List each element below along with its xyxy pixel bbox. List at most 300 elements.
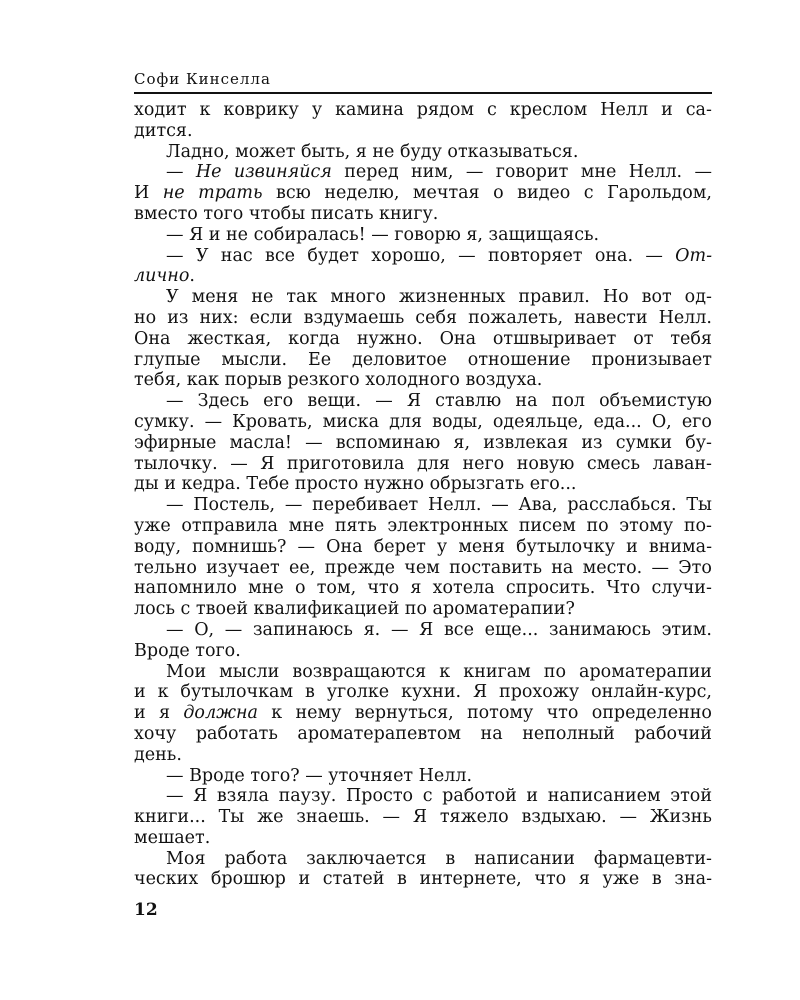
word xyxy=(158,682,169,703)
text-fragment: ароматерапии xyxy=(579,661,712,682)
word xyxy=(586,516,608,537)
text-fragment: хотела xyxy=(432,578,495,599)
word xyxy=(288,329,340,350)
word xyxy=(574,308,647,329)
text-fragment: Я xyxy=(419,619,434,640)
word xyxy=(481,724,503,745)
word xyxy=(634,724,712,745)
word xyxy=(493,329,616,350)
word xyxy=(440,329,476,350)
text-fragment: из xyxy=(581,432,603,453)
word xyxy=(684,516,712,537)
word xyxy=(685,433,712,454)
word xyxy=(330,287,386,308)
text-line xyxy=(134,869,712,890)
text-fragment: все xyxy=(443,619,474,640)
text-fragment: к xyxy=(439,661,451,682)
word xyxy=(198,183,262,204)
word xyxy=(323,869,385,890)
word xyxy=(510,100,588,121)
text-fragment: мне xyxy=(288,515,325,536)
text-fragment: его xyxy=(681,411,712,432)
text-fragment: запинаюсь xyxy=(252,619,353,640)
word xyxy=(662,620,712,641)
word xyxy=(193,786,207,807)
word xyxy=(367,578,399,599)
text-fragment: Я xyxy=(260,453,275,474)
text-fragment: сумки xyxy=(615,432,673,453)
text-fragment: меня xyxy=(191,287,239,308)
word xyxy=(221,350,287,371)
text-fragment: тебя xyxy=(670,328,712,349)
word xyxy=(134,100,187,121)
word xyxy=(620,807,638,828)
text-line xyxy=(134,662,712,683)
text-fragment: — xyxy=(651,557,669,578)
text-fragment: о xyxy=(493,183,504,204)
text-fragment: вещи. xyxy=(307,391,362,412)
word xyxy=(232,412,312,433)
text-fragment: — xyxy=(166,245,184,266)
word xyxy=(567,495,676,516)
word xyxy=(223,100,298,121)
word xyxy=(659,308,712,329)
text-line xyxy=(134,766,712,787)
word xyxy=(435,391,501,412)
word xyxy=(518,287,590,308)
text-fragment: с xyxy=(486,100,497,120)
text-line xyxy=(134,391,712,412)
word xyxy=(234,162,332,183)
word xyxy=(134,578,237,599)
word xyxy=(205,412,223,433)
text-fragment: Ладно, может быть, я не буду отказываться. xyxy=(166,141,579,162)
text-fragment: ставлю xyxy=(435,391,502,412)
word xyxy=(670,329,712,350)
text-fragment: Я xyxy=(193,786,208,807)
text-fragment: мысли xyxy=(219,661,280,682)
word xyxy=(134,183,149,204)
text-line xyxy=(134,100,712,121)
text-fragment: же xyxy=(257,807,284,828)
word xyxy=(401,682,461,703)
text-fragment: Постель, xyxy=(193,495,276,516)
text-line xyxy=(134,682,712,703)
text-fragment: в xyxy=(445,848,456,869)
text-fragment: я. xyxy=(363,619,381,640)
word xyxy=(196,246,209,267)
word xyxy=(230,454,248,475)
italic-fragment: От- xyxy=(675,245,712,266)
word xyxy=(248,578,284,599)
text-fragment: о xyxy=(294,578,306,599)
text-fragment: Она xyxy=(326,536,363,557)
text-fragment: тельно xyxy=(134,557,197,578)
word xyxy=(166,246,184,267)
word xyxy=(552,391,585,412)
text-fragment: написанием xyxy=(547,786,661,807)
text-line xyxy=(134,620,712,641)
text-fragment: по xyxy=(586,515,609,536)
word xyxy=(468,350,571,371)
text-fragment: — xyxy=(284,495,303,516)
text-line xyxy=(134,162,712,183)
text-fragment: хочу xyxy=(134,723,177,744)
text-fragment: прохожу xyxy=(499,682,580,703)
text-fragment: интернете, xyxy=(419,869,522,890)
word xyxy=(487,100,497,121)
text-fragment: так xyxy=(286,287,318,308)
text-fragment: отношение xyxy=(467,349,571,370)
word xyxy=(579,662,712,683)
text-fragment: пол xyxy=(551,391,585,412)
word xyxy=(187,329,271,350)
text-fragment: бутылочкам xyxy=(180,682,294,703)
word xyxy=(474,849,575,870)
word xyxy=(298,537,316,558)
word xyxy=(411,162,454,183)
word xyxy=(686,100,712,121)
word xyxy=(196,162,222,183)
text-fragment: ды и кедра. Тебе просто нужно обрызгать его... xyxy=(134,474,577,495)
word xyxy=(183,703,258,724)
word xyxy=(581,162,617,183)
text-fragment: и xyxy=(134,703,146,724)
word xyxy=(462,454,504,475)
text-fragment: жизненных xyxy=(398,287,506,308)
word xyxy=(317,578,356,599)
text-fragment: Она xyxy=(439,328,477,349)
word xyxy=(295,578,306,599)
word xyxy=(335,100,404,121)
text-fragment: коврику xyxy=(223,100,299,120)
word xyxy=(551,558,573,579)
text-fragment: для xyxy=(389,411,423,432)
word xyxy=(506,578,595,599)
word xyxy=(335,516,377,537)
word xyxy=(346,786,413,807)
text-fragment: я xyxy=(158,703,171,724)
word xyxy=(517,454,575,475)
text-fragment: навести xyxy=(574,307,648,328)
text-fragment: еда... xyxy=(593,411,642,432)
word xyxy=(516,537,615,558)
text-line xyxy=(134,246,712,267)
word xyxy=(674,869,712,890)
text-fragment: отшвыривает xyxy=(492,328,617,349)
word xyxy=(466,162,484,183)
text-fragment: рядом xyxy=(416,100,474,120)
word xyxy=(134,516,171,537)
word xyxy=(257,807,283,828)
text-fragment: вздумаешь xyxy=(303,307,405,328)
text-fragment: меня xyxy=(458,536,505,557)
text-fragment: электронных xyxy=(387,515,509,536)
text-fragment: том, xyxy=(316,578,357,599)
text-fragment: Я xyxy=(412,807,428,828)
word xyxy=(633,329,653,350)
word xyxy=(670,786,712,807)
word xyxy=(629,162,682,183)
text-fragment: мечтая xyxy=(412,183,480,204)
word xyxy=(327,682,389,703)
text-fragment: и xyxy=(661,100,673,120)
word xyxy=(260,454,274,475)
word xyxy=(583,558,643,579)
word xyxy=(433,578,495,599)
word xyxy=(445,849,455,870)
text-fragment: ческих xyxy=(134,869,199,890)
text-fragment: этой xyxy=(670,786,712,807)
word xyxy=(194,620,214,641)
word xyxy=(374,537,426,558)
word xyxy=(645,246,663,267)
word xyxy=(579,869,590,890)
text-fragment: онлайн-курс, xyxy=(591,682,712,703)
word xyxy=(591,350,712,371)
text-fragment: ним, xyxy=(410,162,454,183)
text-fragment: на xyxy=(515,391,538,412)
text-fragment: не xyxy=(251,287,274,308)
text-fragment: с xyxy=(422,786,433,807)
text-fragment: лаван- xyxy=(652,453,712,474)
word xyxy=(134,329,170,350)
text-fragment: Ее xyxy=(308,349,332,370)
text-fragment: тебя, как порыв резкого холодного воздуха. xyxy=(134,370,543,391)
word xyxy=(305,433,323,454)
text-fragment: Просто xyxy=(346,786,414,807)
word xyxy=(306,849,426,870)
text-fragment: что xyxy=(534,869,567,890)
word xyxy=(619,516,673,537)
text-fragment: когда xyxy=(288,328,340,349)
text-fragment: Нелл xyxy=(600,100,649,120)
word xyxy=(324,183,399,204)
text-line xyxy=(134,433,712,454)
word xyxy=(325,558,395,579)
text-fragment: — xyxy=(390,619,409,640)
text-fragment: у xyxy=(311,100,323,120)
text-fragment: место. xyxy=(582,557,643,578)
text-fragment: са- xyxy=(685,100,712,120)
word xyxy=(626,537,638,558)
word xyxy=(581,433,602,454)
word xyxy=(206,558,280,579)
word xyxy=(344,162,398,183)
text-fragment: Ты xyxy=(218,807,245,828)
word xyxy=(292,662,426,683)
word xyxy=(449,558,542,579)
word xyxy=(407,391,421,412)
text-fragment: бу- xyxy=(685,432,712,453)
text-fragment: правил. xyxy=(518,287,590,308)
text-fragment: Ты xyxy=(686,495,712,516)
text-line xyxy=(134,495,712,516)
text-fragment: дится. xyxy=(134,120,193,141)
word xyxy=(694,162,712,183)
text-fragment: Мои xyxy=(166,661,207,682)
word xyxy=(463,662,530,683)
word xyxy=(166,662,206,683)
text-fragment: новую xyxy=(516,453,575,474)
text-fragment: но xyxy=(134,307,157,328)
text-fragment: себя xyxy=(415,307,458,328)
word xyxy=(263,391,293,412)
text-fragment: Гарольдом, xyxy=(607,183,712,204)
text-fragment: — xyxy=(166,786,184,807)
text-fragment: от xyxy=(633,328,654,349)
text-fragment: в xyxy=(397,869,407,890)
word xyxy=(678,558,712,579)
word xyxy=(285,495,303,516)
word xyxy=(439,662,450,683)
word xyxy=(375,391,393,412)
text-line xyxy=(134,350,712,371)
word xyxy=(442,786,517,807)
word xyxy=(200,100,211,121)
word xyxy=(134,454,218,475)
text-fragment: видео xyxy=(517,183,571,204)
word xyxy=(616,433,672,454)
word xyxy=(518,495,557,516)
text-line xyxy=(134,599,712,620)
word xyxy=(444,620,474,641)
text-fragment: отправила xyxy=(181,515,278,536)
text-fragment: уголке xyxy=(326,682,390,703)
text-fragment: этому xyxy=(619,515,674,536)
text-fragment: статей xyxy=(322,869,385,890)
word xyxy=(473,682,487,703)
text-fragment: изучает xyxy=(206,557,280,578)
text-line xyxy=(134,516,712,537)
word xyxy=(134,558,197,579)
word xyxy=(225,620,243,641)
text-line xyxy=(134,745,712,766)
text-fragment: Здесь xyxy=(197,391,250,412)
text-fragment: в xyxy=(304,682,315,703)
word xyxy=(607,183,712,204)
word xyxy=(181,516,278,537)
text-fragment: книгам xyxy=(463,661,531,682)
word xyxy=(592,703,712,724)
text-fragment: и xyxy=(134,682,146,703)
word xyxy=(163,183,185,204)
word xyxy=(547,703,579,724)
text-fragment: — xyxy=(375,391,393,412)
word xyxy=(134,682,146,703)
word xyxy=(413,183,480,204)
word xyxy=(458,246,476,267)
text-line xyxy=(134,412,712,433)
word xyxy=(593,412,641,433)
text-fragment: и xyxy=(526,786,539,807)
word xyxy=(458,537,505,558)
text-fragment: все xyxy=(265,245,296,266)
word xyxy=(652,412,672,433)
text-fragment: к xyxy=(199,100,211,120)
word xyxy=(488,246,583,267)
text-fragment: вот xyxy=(641,287,672,308)
word xyxy=(417,100,474,121)
word xyxy=(166,786,184,807)
text-fragment: паузу. xyxy=(278,786,337,807)
text-fragment: говорит xyxy=(495,162,569,183)
word xyxy=(305,682,315,703)
text-fragment: его xyxy=(263,391,294,412)
text-fragment: зна- xyxy=(674,869,712,890)
text-fragment: неделю, xyxy=(324,183,400,204)
text-fragment: нас xyxy=(220,245,253,266)
word xyxy=(686,495,712,516)
text-fragment: кухни. xyxy=(401,682,462,703)
text-fragment: эфирные xyxy=(134,432,217,453)
text-line xyxy=(134,287,712,308)
text-fragment: рабочий xyxy=(634,723,712,744)
text-line xyxy=(134,183,712,204)
word xyxy=(468,308,563,329)
text-fragment: У xyxy=(166,287,179,308)
word xyxy=(419,620,433,641)
word xyxy=(397,869,407,890)
word xyxy=(265,246,295,267)
text-fragment: к xyxy=(271,703,283,724)
word xyxy=(591,682,712,703)
text-fragment: извлекая xyxy=(483,432,569,453)
word xyxy=(599,391,712,412)
text-fragment: него xyxy=(462,453,505,474)
text-fragment: вместо того чтобы писать книгу. xyxy=(134,203,439,224)
word xyxy=(603,287,629,308)
text-fragment: мне xyxy=(580,162,617,183)
word xyxy=(391,620,409,641)
word xyxy=(651,558,669,579)
word xyxy=(193,495,275,516)
text-fragment: вздыхаю. xyxy=(521,807,607,828)
text-fragment: — xyxy=(305,432,323,453)
word xyxy=(522,807,607,828)
word xyxy=(253,620,353,641)
text-fragment: нему xyxy=(295,703,342,724)
text-fragment: Ава, xyxy=(518,495,558,516)
text-fragment: вспоминаю xyxy=(335,432,441,453)
word xyxy=(496,162,569,183)
text-fragment: мне xyxy=(248,578,284,599)
word xyxy=(217,786,269,807)
text-fragment: всю xyxy=(275,183,311,204)
word xyxy=(221,246,253,267)
text-fragment: — Я и не собиралась! — говорю я, защищаясь. xyxy=(166,224,600,245)
word xyxy=(522,724,615,745)
text-fragment: Жизнь xyxy=(649,807,712,828)
text-fragment: я xyxy=(410,578,422,599)
text-fragment: — xyxy=(297,536,316,557)
text-fragment: расслабься. xyxy=(567,495,677,516)
word xyxy=(428,495,481,516)
text-fragment: помнишь? xyxy=(192,536,287,557)
text-fragment: од- xyxy=(684,287,712,308)
word xyxy=(134,869,198,890)
word xyxy=(515,391,537,412)
text-fragment: О, xyxy=(651,411,672,432)
text-fragment: креслом xyxy=(509,100,588,120)
word xyxy=(312,100,322,121)
word xyxy=(166,620,184,641)
word xyxy=(196,724,278,745)
word xyxy=(134,412,195,433)
text-fragment: И xyxy=(134,183,150,204)
word xyxy=(517,183,570,204)
word xyxy=(437,537,447,558)
